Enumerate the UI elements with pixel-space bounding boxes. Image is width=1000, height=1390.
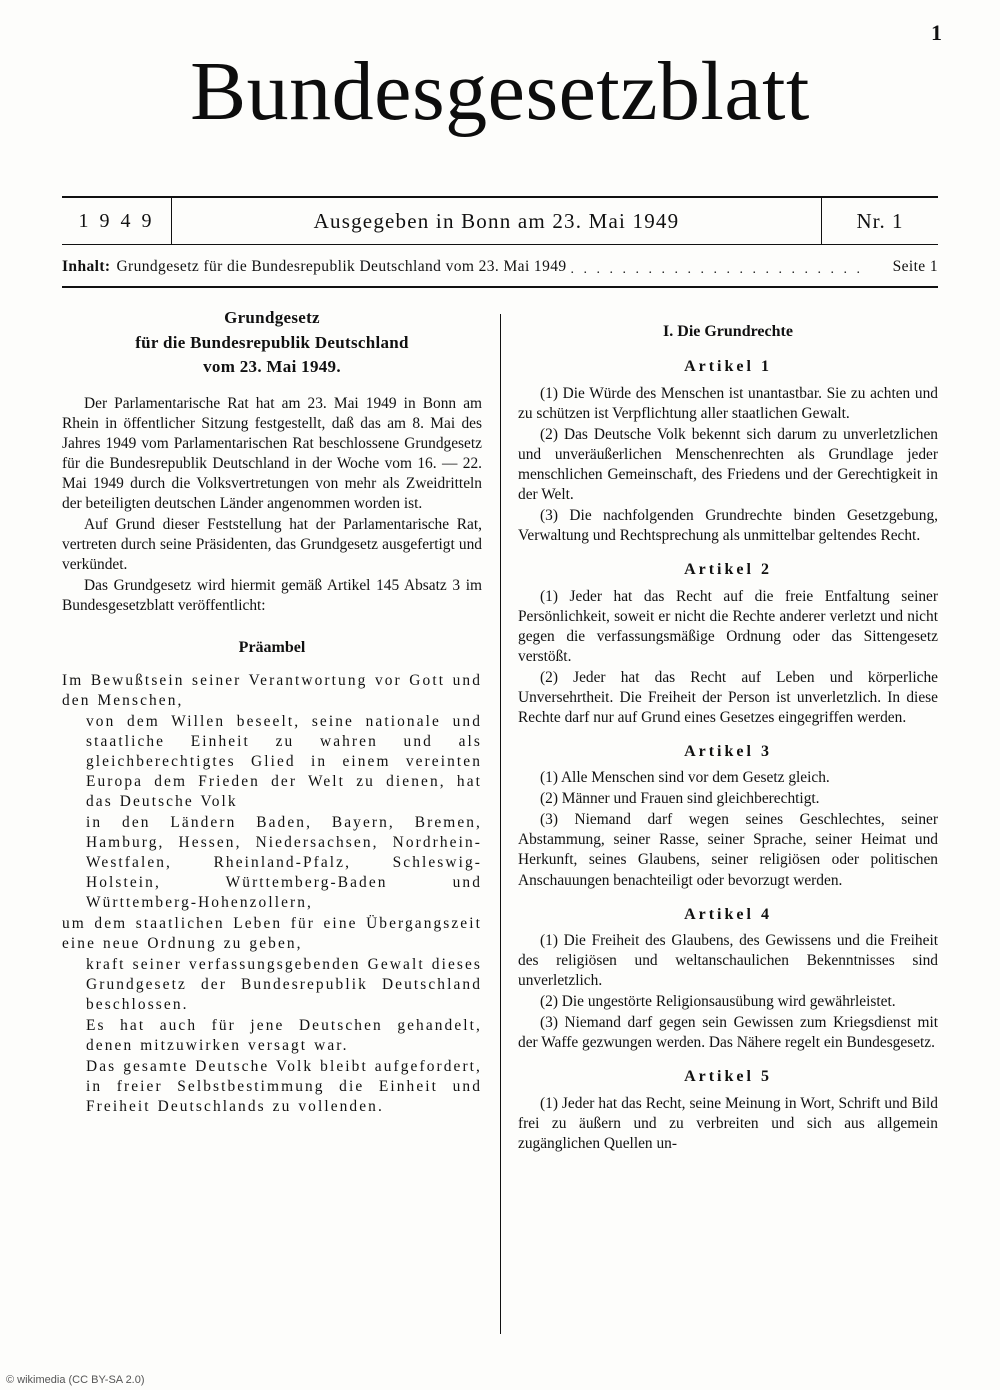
contents-label: Inhalt:	[62, 258, 111, 275]
article-paragraph: (1) Die Freiheit des Glaubens, des Gewissens und die Freiheit des religiösen und weltanschaulichen Bekenntnisses sind unverletzlich.	[518, 932, 938, 990]
doc-title-line-2: für die Bundesrepublik Deutschland	[135, 332, 409, 352]
body-columns	[62, 306, 938, 1336]
article-paragraph: (1) Alle Menschen sind vor dem Gesetz gleich.	[540, 769, 830, 787]
issue-date-line: Ausgegeben in Bonn am 23. Mai 1949	[172, 198, 822, 244]
issue-year: 1 9 4 9	[62, 198, 172, 244]
section-heading-grundrechte: I. Die Grundrechte	[663, 323, 793, 340]
intro-paragraph: Das Grundgesetz wird hiermit gemäß Artikel 145 Absatz 3 im Bundesgesetzblatt veröffentlicht:	[62, 577, 482, 615]
doc-title-line-1: Grundgesetz	[224, 308, 320, 327]
preamble-paragraph: Das gesamte Deutsche Volk bleibt aufgefordert, in freier Selbstbestimmung die Einheit und Freiheit Deutschlands zu vollenden.	[86, 1058, 482, 1116]
article-heading-1: Artikel 1	[684, 357, 772, 375]
right-column	[518, 306, 938, 1155]
article-paragraph: (1) Jeder hat das Recht, seine Meinung in Wort, Schrift und Bild frei zu äußern und zu verbreiten und sich aus allgemein zugänglichen Quellen un-	[518, 1095, 938, 1153]
preamble-paragraph: von dem Willen beseelt, seine nationale und staatliche Einheit zu wahren und als gleichberechtigtes Glied in einem vereinten Europa dem Frieden der Welt zu dienen, hat das Deutsche Volk	[86, 712, 482, 810]
preamble-heading: Präambel	[238, 639, 306, 657]
preamble-paragraph: Es hat auch für jene Deutschen gehandelt, denen mitzuwirken versagt war.	[86, 1017, 482, 1055]
intro-paragraph: Der Parlamentarische Rat hat am 23. Mai 1949 in Bonn am Rhein in öffentlicher Sitzung festgestellt, daß das am 8. Mai des Jahres 1949 vom Parlamentarischen Rat beschlossene Grundgesetz für die Bundesrepublik Deutschland in der Woche vom 16. — 22. Mai 1949 durch die Volksvertretungen von mehr als Zweidritteln der beteiligten deutschen Länder angenommen worden ist.	[62, 394, 482, 512]
contents-page-ref: Seite 1	[892, 258, 938, 275]
contents-entry-title: Grundgesetz für die Bundesrepublik Deutschland vom 23. Mai 1949	[116, 258, 567, 275]
intro-paragraph: Auf Grund dieser Feststellung hat der Parlamentarische Rat, vertreten durch seine Präsidenten, das Grundgesetz ausgefertigt und verkündet.	[62, 516, 482, 574]
article-paragraph: (3) Niemand darf wegen seines Geschlechtes, seiner Abstammung, seiner Rasse, seiner Sprache, seiner Heimat und Herkunft, seines Glaubens, seiner religiösen oder politischen Anschauungen benachteiligt oder bevorzugt werden.	[518, 811, 938, 889]
contents-leader-dots: . . . . . . . . . . . . . . . . . . . . . . .	[570, 262, 864, 277]
article-paragraph: (2) Männer und Frauen sind gleichberechtigt.	[540, 790, 820, 808]
article-heading-4: Artikel 4	[684, 905, 772, 923]
article-heading-2: Artikel 2	[684, 560, 772, 578]
column-divider	[500, 314, 501, 1334]
doc-title-line-3: vom 23. Mai 1949.	[203, 357, 341, 377]
table-of-contents-line	[62, 250, 938, 284]
preamble-paragraph: in den Ländern Baden, Bayern, Bremen, Hamburg, Hessen, Niedersachsen, Nordrhein-Westfalen, Rheinland-Pfalz, Schleswig-Holstein, Württemberg-Baden und Württemberg-Hohenzollern,	[86, 814, 482, 912]
document-title-block	[62, 306, 482, 380]
issue-number: Nr. 1	[856, 209, 904, 233]
issue-banner	[62, 198, 938, 245]
page-number: 1	[931, 20, 942, 45]
masthead-title: Bundesgesetzblatt	[190, 45, 810, 138]
left-column	[62, 306, 482, 1118]
image-credit: © wikimedia (CC BY-SA 2.0)	[6, 1374, 145, 1386]
article-paragraph: (2) Jeder hat das Recht auf Leben und körperliche Unversehrtheit. Die Freiheit der Person ist unverletzlich. In diese Rechte darf nur auf Grund eines Gesetzes eingegriffen werden.	[518, 668, 938, 726]
article-heading-5: Artikel 5	[684, 1068, 772, 1086]
article-paragraph: (3) Die nachfolgenden Grundrechte binden Gesetzgebung, Verwaltung und Rechtsprechung als unmittelbar geltendes Recht.	[518, 506, 938, 544]
header-rule-bottom	[62, 286, 938, 288]
article-paragraph: (2) Die ungestörte Religionsausübung wird gewährleistet.	[540, 993, 896, 1011]
preamble-paragraph: um dem staatlichen Leben für eine Übergangszeit eine neue Ordnung zu geben,	[62, 915, 482, 953]
article-paragraph: (1) Die Würde des Menschen ist unantastbar. Sie zu achten und zu schützen ist Verpflichtung aller staatlichen Gewalt.	[518, 384, 938, 422]
article-paragraph: (3) Niemand darf gegen sein Gewissen zum Kriegsdienst mit der Waffe gezwungen werden. Das Nähere regelt ein Bundesgesetz.	[518, 1014, 938, 1052]
preamble-paragraph: kraft seiner verfassungsgebenden Gewalt dieses Grundgesetz der Bundesrepublik Deutschland beschlossen.	[86, 956, 482, 1014]
preamble-paragraph: Im Bewußtsein seiner Verantwortung vor Gott und den Menschen,	[62, 671, 482, 709]
article-heading-3: Artikel 3	[684, 742, 772, 760]
article-paragraph: (2) Das Deutsche Volk bekennt sich darum zu unverletzlichen und unveräußerlichen Menschenrechten als Grundlage jeder menschlichen Gemeinschaft, des Friedens und der Gerechtigkeit in der Welt.	[518, 425, 938, 503]
article-paragraph: (1) Jeder hat das Recht auf die freie Entfaltung seiner Persönlichkeit, soweit er nicht die Rechte anderer verletzt und nicht gegen die verfassungsmäßige Ordnung oder das Sittengesetz verstößt.	[518, 587, 938, 665]
